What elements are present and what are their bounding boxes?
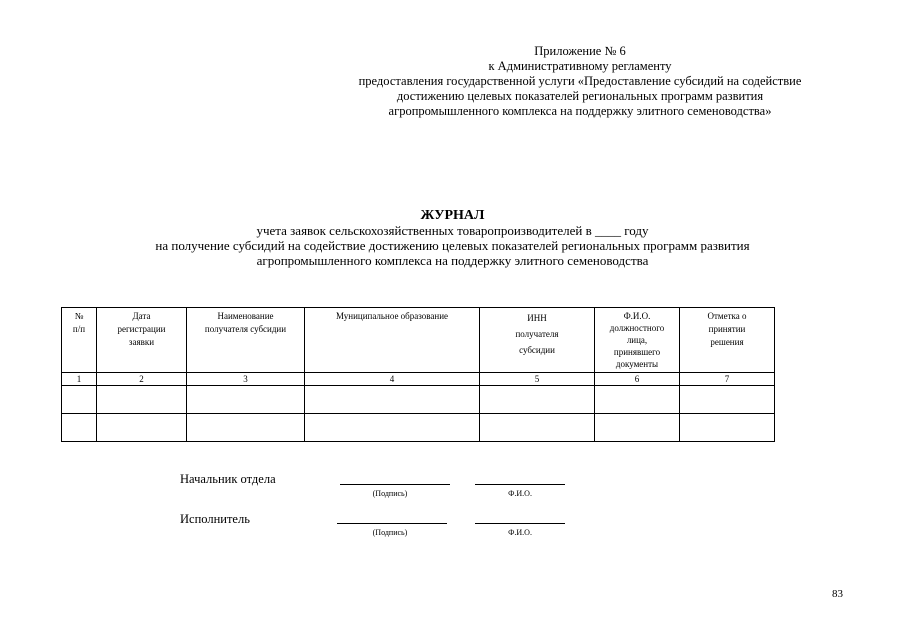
table-cell bbox=[62, 414, 97, 442]
col-header-municipality bbox=[305, 308, 480, 373]
header-text: документы bbox=[615, 359, 659, 369]
column-number: 2 bbox=[97, 373, 187, 386]
column-number: 6 bbox=[595, 373, 680, 386]
header-text: заявки bbox=[128, 337, 155, 347]
header-text: № bbox=[74, 311, 84, 321]
page-number: 83 bbox=[832, 588, 843, 600]
name-caption: Ф.И.О. bbox=[508, 528, 532, 537]
header-text: получателя субсидии bbox=[204, 324, 287, 334]
col-header-number bbox=[62, 308, 97, 373]
header-text: Наименование bbox=[217, 311, 274, 321]
appendix-header bbox=[300, 44, 860, 119]
table-cell bbox=[595, 414, 680, 442]
journal-subtitle-3: агропромышленного комплекса на поддержку элитного семеноводства bbox=[256, 253, 649, 268]
table-cell bbox=[305, 414, 480, 442]
column-number: 5 bbox=[480, 373, 595, 386]
header-text: принявшего bbox=[613, 347, 661, 357]
header-text: лица, bbox=[626, 335, 648, 345]
table-cell bbox=[480, 414, 595, 442]
table-row bbox=[62, 414, 775, 442]
table-cell bbox=[480, 386, 595, 414]
header-text: субсидии bbox=[519, 345, 555, 355]
column-number: 4 bbox=[305, 373, 480, 386]
appendix-line-5: агропромышленного комплекса на поддержку элитного семеноводства» bbox=[388, 104, 772, 118]
col-header-recipient-name bbox=[187, 308, 305, 373]
table-row bbox=[62, 386, 775, 414]
table-cell bbox=[97, 386, 187, 414]
column-number: 1 bbox=[62, 373, 97, 386]
department-head-name-line bbox=[475, 484, 565, 485]
table-cell bbox=[680, 414, 775, 442]
department-head-signature-line bbox=[340, 484, 450, 485]
col-header-decision-mark bbox=[680, 308, 775, 373]
appendix-line-3: предоставления государственной услуги «Предоставление субсидий на содействие bbox=[358, 74, 802, 88]
signature-caption: (Подпись) bbox=[372, 489, 408, 498]
table-cell bbox=[62, 386, 97, 414]
appendix-line-1: Приложение № 6 bbox=[534, 44, 626, 58]
name-caption: Ф.И.О. bbox=[508, 489, 532, 498]
table-header-row bbox=[62, 308, 775, 373]
table-cell bbox=[97, 414, 187, 442]
journal-title: ЖУРНАЛ bbox=[420, 208, 485, 223]
header-text: ИНН bbox=[527, 313, 547, 323]
signature-caption: (Подпись) bbox=[372, 528, 408, 537]
table-cell bbox=[680, 386, 775, 414]
journal-heading bbox=[0, 208, 905, 268]
department-head-label: Начальник отдела bbox=[180, 472, 276, 486]
applications-log-table bbox=[61, 307, 775, 442]
header-text: Дата bbox=[132, 311, 151, 321]
header-text: должностного bbox=[609, 323, 665, 333]
header-text: принятии bbox=[708, 324, 746, 334]
table-cell bbox=[187, 414, 305, 442]
header-text: решения bbox=[710, 337, 744, 347]
journal-subtitle-1: учета заявок сельскохозяйственных товаропроизводителей в ____ году bbox=[256, 223, 649, 238]
header-text: регистрации bbox=[117, 324, 166, 334]
table-cell bbox=[595, 386, 680, 414]
executor-signature-line bbox=[337, 523, 447, 524]
header-text: Ф.И.О. bbox=[623, 311, 651, 321]
appendix-line-2: к Административному регламенту bbox=[488, 59, 672, 73]
column-number: 7 bbox=[680, 373, 775, 386]
table-cell bbox=[187, 386, 305, 414]
column-number: 3 bbox=[187, 373, 305, 386]
header-text: Муниципальное образование bbox=[335, 311, 449, 321]
header-text: п/п bbox=[72, 324, 86, 334]
col-header-official-name bbox=[595, 308, 680, 373]
table-cell bbox=[305, 386, 480, 414]
col-header-inn bbox=[480, 308, 595, 373]
column-number-row bbox=[62, 373, 775, 386]
col-header-registration-date bbox=[97, 308, 187, 373]
header-text: Отметка о bbox=[707, 311, 747, 321]
executor-name-line bbox=[475, 523, 565, 524]
journal-subtitle-2: на получение субсидий на содействие достижению целевых показателей региональных программ развития bbox=[155, 238, 750, 253]
appendix-line-4: достижению целевых показателей региональных программ развития bbox=[396, 89, 764, 103]
header-text: получателя bbox=[515, 329, 559, 339]
executor-label: Исполнитель bbox=[180, 512, 250, 526]
